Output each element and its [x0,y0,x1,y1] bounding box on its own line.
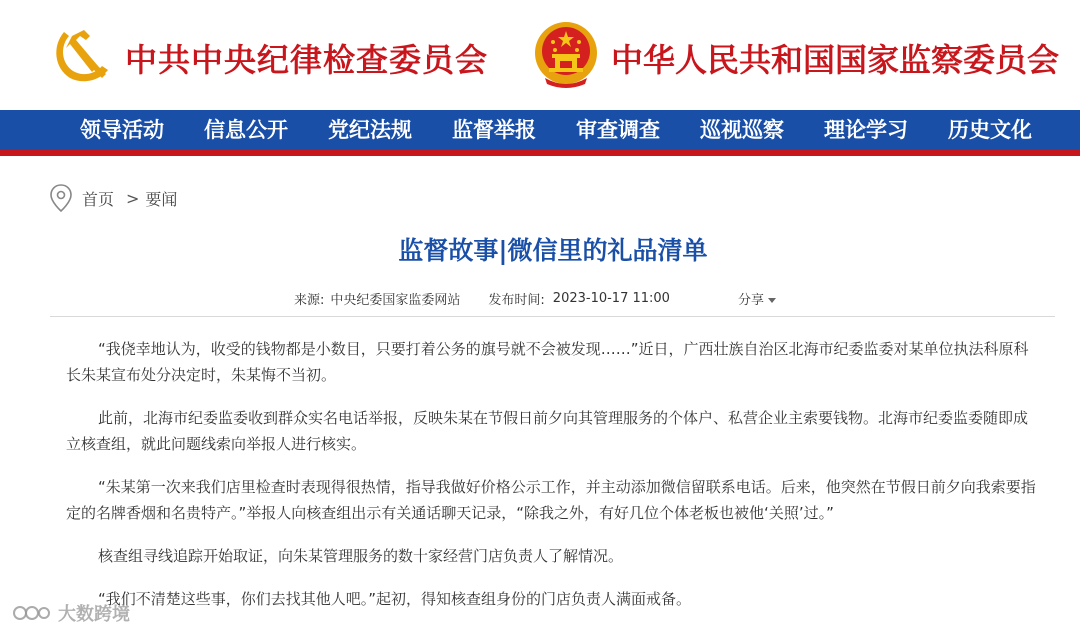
nav-item-theory[interactable]: 理论学习 [824,117,908,142]
article-paragraph: 此前，北海市纪委监委收到群众实名电话举报，反映朱某在节假日前夕向其管理服务的个体户、私营企业主索要钱物。北海市纪委监委随即成立核查组，就此问题线索向举报人进行核实。 [66,409,1029,453]
nav-item-disclosure[interactable]: 信息公开 [204,117,288,142]
party-emblem-icon [50,22,114,86]
article-paragraph: “朱某第一次来我们店里检查时表现得很热情，指导我做好价格公示工作，并主动添加微信留联系电话。后来，他突然在节假日前夕向我索要指定的名牌香烟和名贵特产。”举报人向核查组出示有关通话聊天记录，“除我之外，有好几位个体老板也被他‘关照’过。” [66,478,1036,522]
nav-item-leadership[interactable]: 领导活动 [80,117,164,142]
article-title: 监督故事|微信里的礼品清单 [398,236,708,265]
breadcrumb-separator: > [126,188,140,208]
breadcrumb-home-link[interactable]: 首页 [82,189,115,209]
nav-item-regulations[interactable]: 党纪法规 [328,117,412,142]
breadcrumb-current-link[interactable]: 要闻 [145,189,178,209]
main-nav [0,110,1080,150]
date-value: 2023-10-17 11:00 [552,291,670,306]
article-body [66,336,1038,629]
share-label: 分享 [738,293,765,308]
date-label: 发布时间: [488,293,545,308]
nav-item-inspection[interactable]: 巡视巡察 [700,117,784,142]
watermark [12,600,130,626]
nav-item-history[interactable]: 历史文化 [948,117,1032,142]
article-meta [294,289,670,308]
cpc-commission-title[interactable]: 中共中央纪律检查委员会 [125,41,489,79]
article-paragraph: 核查组寻线追踪开始取证，向朱某管理服务的数十家经营门店负责人了解情况。 [98,547,624,565]
site-header [0,0,1080,110]
nav-item-investigation[interactable]: 审查调查 [576,117,660,142]
watermark-logo-icon [12,604,50,622]
meta-divider [50,316,1055,317]
share-button[interactable] [738,289,776,308]
chevron-down-icon [768,298,776,303]
watermark-text: 大数跨境 [58,604,130,625]
article-paragraph: “我侥幸地认为，收受的钱物都是小数目，只要打着公务的旗号就不会被发现……”近日，广西壮族自治区北海市纪委监委对某单位执法科原科长朱某宣布处分决定时，朱某悔不当初。 [66,340,1029,384]
source-label: 来源: [294,293,325,308]
location-pin-icon [50,184,72,212]
breadcrumb [50,183,177,213]
national-emblem-icon [533,20,599,90]
article-paragraph: “我们不清楚这些事，你们去找其他人吧。”起初，得知核查组身份的门店负责人满面戒备。 [98,590,692,608]
nav-item-reporting[interactable]: 监督举报 [452,117,536,142]
nav-accent-bar [0,150,1080,156]
state-commission-title[interactable]: 中华人民共和国国家监察委员会 [611,41,1060,79]
source-value: 中央纪委国家监委网站 [330,293,461,308]
